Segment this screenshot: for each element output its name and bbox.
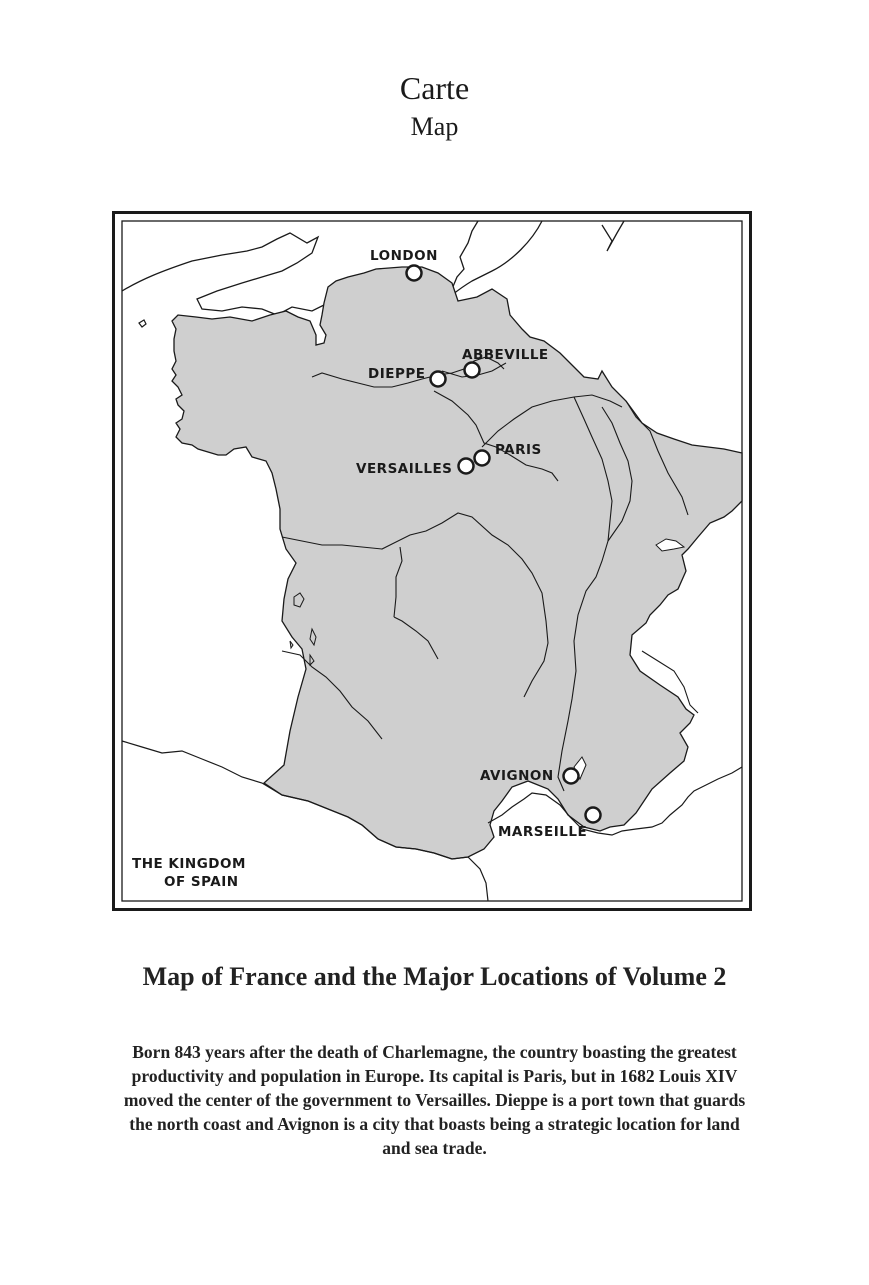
city-marker <box>465 363 480 378</box>
city-label: VERSAILLES <box>356 461 453 477</box>
page-title-french: Carte <box>399 70 470 106</box>
city-label: ABBEVILLE <box>462 347 549 363</box>
city-marker <box>586 808 601 823</box>
region-label-line1: THE KINGDOM <box>132 856 246 872</box>
city-marker <box>407 266 422 281</box>
map-caption: Map of France and the Major Locations of Volume 2 <box>142 962 727 991</box>
city-label: MARSEILLE <box>498 824 588 840</box>
region-label-line2: OF SPAIN <box>164 874 239 890</box>
map-description: Born 843 years after the death of Charlemagne, the country boasting the greatest productivity and population in Europe. Its capital is Paris, but in 1682 Louis XIV moved the center of the government to Versailles. Dieppe is a port town that guards the north coast and Avignon is a city that boasts being a strategic location for land and sea trade. <box>123 1042 746 1158</box>
city-label: AVIGNON <box>480 768 554 784</box>
city-label: LONDON <box>370 248 438 264</box>
city-marker <box>564 769 579 784</box>
france-map <box>112 211 752 911</box>
page-title-english: Map <box>410 112 459 141</box>
city-label: DIEPPE <box>368 366 426 382</box>
map-panel <box>112 211 752 911</box>
city-label: PARIS <box>495 442 542 458</box>
city-marker <box>459 459 474 474</box>
city-marker <box>431 372 446 387</box>
city-marker <box>475 451 490 466</box>
